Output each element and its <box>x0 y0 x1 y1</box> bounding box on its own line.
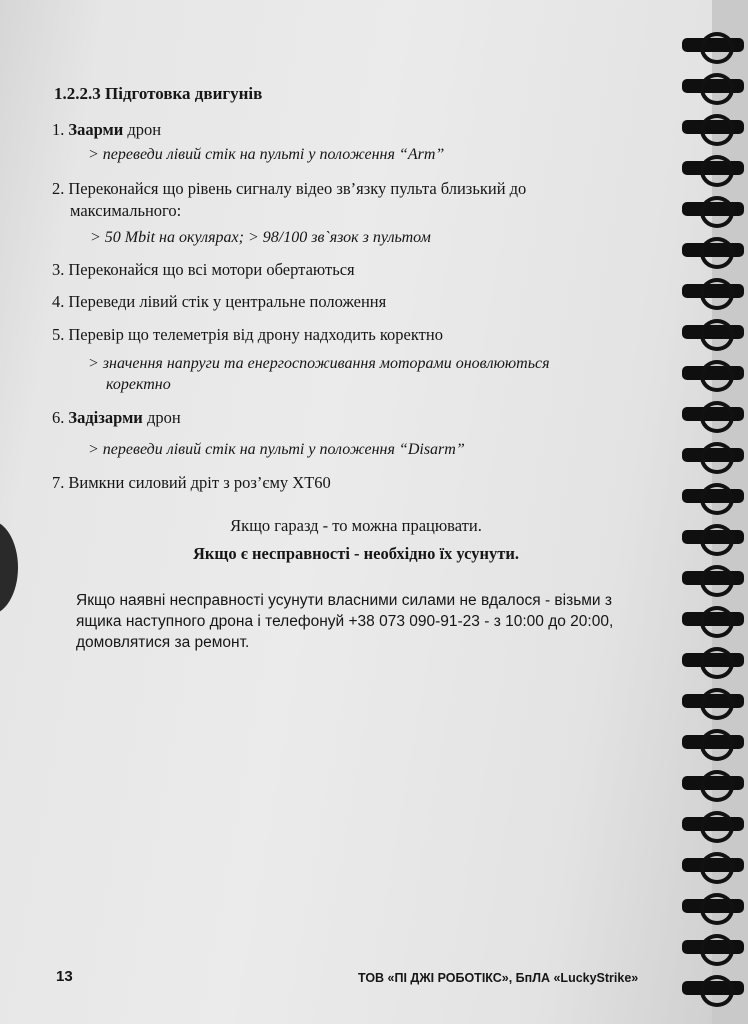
step-number: 5. <box>52 325 65 344</box>
step-keyword: Задізарми <box>68 408 143 427</box>
step-2-continuation: максимального: <box>70 201 182 220</box>
spiral-ring <box>682 563 744 593</box>
spiral-ring-loop <box>700 688 734 720</box>
step-2-note: > 50 Mbit на окулярах; > 98/100 зв`язок з пультом <box>90 229 431 246</box>
spiral-binding <box>678 0 748 1024</box>
step-2 <box>52 179 526 199</box>
step-5-note: > значення напруги та енергоспоживання моторами оновлюються <box>88 355 550 372</box>
spiral-ring-loop <box>700 360 734 392</box>
step-6 <box>52 408 181 428</box>
step-number: 1. <box>52 120 65 139</box>
spiral-ring-loop <box>700 196 734 228</box>
spiral-ring <box>682 645 744 675</box>
page-number: 13 <box>56 968 73 985</box>
spiral-ring-loop <box>700 811 734 843</box>
spiral-ring <box>682 891 744 921</box>
step-text: Вимкни силовий дріт з роз’єму XT60 <box>68 473 331 492</box>
spiral-ring-loop <box>700 934 734 966</box>
spiral-ring <box>682 194 744 224</box>
spiral-ring-loop <box>700 729 734 761</box>
spiral-ring <box>682 604 744 634</box>
spiral-ring <box>682 358 744 388</box>
step-5-note-continuation: коректно <box>106 376 171 393</box>
spiral-ring <box>682 440 744 470</box>
spiral-ring <box>682 112 744 142</box>
step-number: 3. <box>52 260 65 279</box>
spiral-ring-loop <box>700 278 734 310</box>
spiral-ring-loop <box>700 32 734 64</box>
section-title: 1.2.2.3 Підготовка двигунів <box>54 84 263 103</box>
spiral-ring <box>682 317 744 347</box>
spiral-ring <box>682 932 744 962</box>
spiral-ring <box>682 973 744 1003</box>
step-number: 6. <box>52 408 65 427</box>
spiral-ring-loop <box>700 770 734 802</box>
support-paragraph: Якщо наявні несправності усунути власними силами не вдалося - візьми з ящика наступного дрона і телефонуй +38 073 090-91-23 - з 10:00 до 20:00, домовлятися за ремонт. <box>76 592 614 651</box>
spiral-ring <box>682 71 744 101</box>
step-3 <box>52 260 355 280</box>
spiral-ring-loop <box>700 565 734 597</box>
spiral-ring <box>682 235 744 265</box>
step-text: Переконайся що рівень сигналу відео зв’язку пульта близький до <box>68 179 527 198</box>
spiral-ring-loop <box>700 852 734 884</box>
spiral-ring-loop <box>700 893 734 925</box>
spiral-ring <box>682 399 744 429</box>
step-number: 4. <box>52 292 65 311</box>
spiral-ring <box>682 809 744 839</box>
spiral-ring-loop <box>700 73 734 105</box>
fault-message: Якщо є несправності - необхідно їх усунути. <box>192 544 519 563</box>
step-text: дрон <box>123 120 162 139</box>
spiral-ring <box>682 727 744 757</box>
step-7 <box>52 473 331 493</box>
step-text: дрон <box>142 408 181 427</box>
spiral-ring <box>682 686 744 716</box>
spiral-ring <box>682 522 744 552</box>
spiral-ring <box>682 481 744 511</box>
step-text: Переконайся що всі мотори обертаються <box>68 260 355 279</box>
spiral-ring <box>682 768 744 798</box>
step-number: 7. <box>52 473 65 492</box>
ok-message: Якщо гаразд - то можна працювати. <box>230 516 482 535</box>
spiral-ring <box>682 30 744 60</box>
spiral-ring-loop <box>700 606 734 638</box>
spiral-ring-loop <box>700 647 734 679</box>
spiral-ring-loop <box>700 114 734 146</box>
spiral-ring <box>682 153 744 183</box>
spiral-ring-loop <box>700 319 734 351</box>
step-text: Перевір що телеметрія від дрону надходить коректно <box>68 325 443 344</box>
spiral-ring <box>682 276 744 306</box>
spiral-ring-loop <box>700 401 734 433</box>
step-1 <box>52 120 161 140</box>
step-6-note: > переведи лівий стік на пульті у положення “Disarm” <box>88 441 465 458</box>
step-keyword: Заарми <box>68 120 124 139</box>
spiral-ring-loop <box>700 442 734 474</box>
step-4 <box>52 292 386 312</box>
spiral-ring-loop <box>700 975 734 1007</box>
spiral-ring <box>682 850 744 880</box>
footer-company: ТОВ «ПІ ДЖІ РОБОТІКС», БпЛА «LuckyStrike» <box>358 971 639 985</box>
step-text: Переведи лівий стік у центральне положення <box>68 292 387 311</box>
step-number: 2. <box>52 179 65 198</box>
spiral-ring-loop <box>700 524 734 556</box>
spiral-ring-loop <box>700 237 734 269</box>
step-1-note: > переведи лівий стік на пульті у положення “Arm” <box>88 146 445 163</box>
spiral-ring-loop <box>700 155 734 187</box>
step-5 <box>52 325 443 345</box>
spiral-ring-loop <box>700 483 734 515</box>
